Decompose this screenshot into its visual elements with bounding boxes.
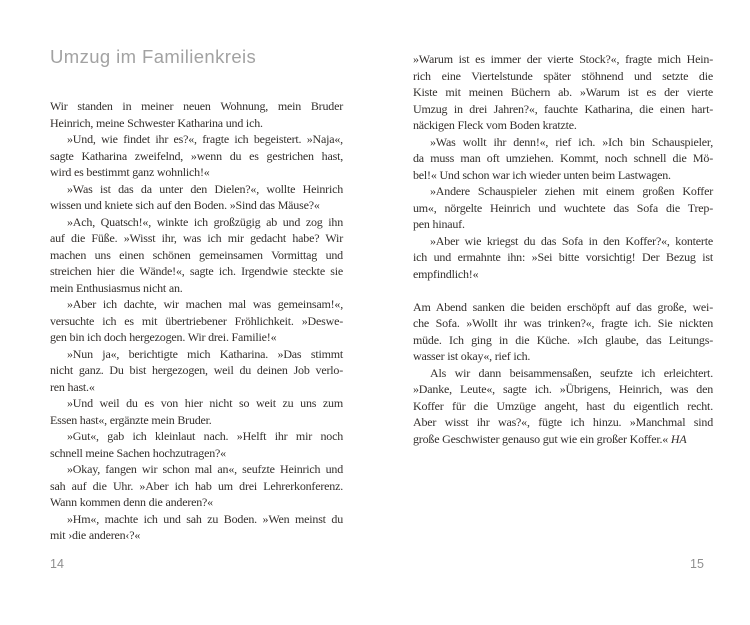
paragraph [50,296,343,346]
text-line: Koffer für die Umzüge angeht, hast du eigentlich recht. [413,398,713,413]
text-line: Umzug in drei Jahren?«, fauchte Katharina, die einen hart- [413,101,713,116]
text-line: machen uns einen schönen gemeinsamen Vormittag und [50,247,343,262]
text-line: Wir standen in meiner neuen Wohnung, mein Bruder [50,99,343,113]
text-line: sah auf die Uhr. »Aber ich hab um drei Lehrerkonferenz. [50,478,343,493]
text-line: bel!« Und schon war ich wieder unten beim Lastwagen. [413,167,671,182]
paragraph [50,131,343,181]
text-line: »Warum ist es immer der vierte Stock?«, fragte mich Hein- [413,52,713,66]
text-line: »Und weil du es von hier nicht so weit zu uns zum [67,396,343,410]
right-page-text [413,51,713,447]
text-line: »Was wollt ihr denn!«, rief ich. »Ich bin Schauspieler, [430,134,713,149]
text-line: nicht ganz. Du bist hergezogen, weil du deinen Job verlo- [50,363,343,377]
paragraph [50,346,343,396]
text-line: »Andere Schauspieler ziehen mit einem großen Koffer [430,184,713,198]
text-line: wird es bestimmt ganz wohnlich!« [50,165,210,179]
text-line: »Was ist das da unter den Dielen?«, wollte Heinrich [67,181,343,196]
text-line: Am Abend sanken die beiden erschöpft auf das große, wei- [413,299,713,314]
text-line: rich eine Viertelstunde später stöhnend und setzte die [413,68,713,83]
text-line: Aber wisst ihr was?«, fügte ich hinzu. »Manchmal sind [413,415,713,429]
text-line: Essen hast«, ergänzte mein Bruder. [50,412,212,427]
paragraph [50,461,343,511]
text-line: »Ach, Quatsch!«, winkte ich großzügig ab und zog ihn [67,214,343,229]
text-line: »Okay, fangen wir schon mal an«, seufzte Heinrich und [67,462,343,476]
text-line: auf die Füße. »Wisst ihr, was ich mir gedacht habe? Wir [50,231,343,245]
text-line: streichen hier die Wände!«, sagte ich. Irgendwie steckte sie [50,264,343,278]
text-line: ich und ermahnte ihn: »Sei bitte vorsichtig! Der Bezug ist [413,250,713,264]
text-line: Heinrich, meine Schwester Katharina und ich. [50,115,263,130]
text-line: da muss man oft umziehen. Kommt, noch schnell die Mö- [413,151,713,165]
paragraph [50,181,343,214]
text-line: müde. Ich ging in die Küche. »Ich glaube, das Leitungs- [413,332,713,347]
text-line: empfindlich!« [413,266,479,281]
text-line: mit ›die anderen‹?« [50,528,141,542]
left-page-text [50,98,343,544]
author-initials: HA [668,431,687,446]
paragraph [50,428,343,461]
text-line: »Gut«, gab ich kleinlaut nach. »Helft ihr mir noch [67,429,343,443]
chapter-title: Umzug im Familienkreis [50,46,257,67]
text-line: ren hast.« [50,379,95,394]
paragraph [413,134,713,184]
text-line: gen bin ich doch hergezogen. Wir drei. Familie!« [50,330,277,344]
text-line: »Aber wie kriegst du das Sofa in den Koffer?«, konterte [430,233,713,248]
text-line: versuchte ich es mit übertriebener Fröhlichkeit. »Deswe- [50,313,343,328]
paragraph [413,51,713,134]
paragraph [413,233,713,283]
text-line: pen hinauf. [413,217,465,231]
paragraph [50,511,343,544]
paragraph [413,365,713,448]
paragraph [50,214,343,297]
paragraph [50,395,343,428]
text-line: Als wir dann beisammensaßen, seufzte ich erleichtert. [430,365,713,380]
text-line: »Aber ich dachte, wir machen mal was gemeinsam!«, [67,297,343,311]
text-line: »Danke, Leute«, sagte ich. »Übrigens, Heinrich, was den [413,382,713,396]
text-line: »Und, wie findet ihr es?«, fragte ich begeistert. »Naja«, [67,132,343,146]
paragraph [413,183,713,233]
text-line: große Geschwister genauso gut wie ein großer Koffer.« HA [413,431,687,446]
paragraph [413,299,713,365]
text-line: »Nun ja«, berichtigte mich Katharina. »Das stimmt [67,346,343,361]
text-line: näckigen Fleck vom Boden kratzte. [413,118,577,132]
text-line: sagte Katharina zweifelnd, »wenn du es gestrichen hast, [50,148,343,163]
paragraph [50,98,343,131]
text-line: Kiste mit meinen Büchern ab. »Warum ist es der vierte [413,85,713,99]
text-line: mein Enthusiasmus nicht an. [50,280,183,295]
text-line: um«, nörgelte Heinrich und wuchtete das Sofa die Trep- [413,200,713,215]
page-number-left: 14 [50,557,64,571]
text-line: Wann kommen denn die anderen?« [50,495,213,509]
text-line: che Sofa. »Wollt ihr was trinken?«, fragte ich. Sie nickten [413,316,713,330]
page-number-right: 15 [690,557,704,571]
text-line: wissen und kniete sich auf den Boden. »Sind das Mäuse?« [50,198,320,212]
text-line: wasser ist okay«, rief ich. [413,349,531,363]
text-line: schnell meine Sachen hochzutragen?« [50,445,226,460]
text-line: »Hm«, machte ich und sah zu Boden. »Wen meinst du [67,511,343,526]
